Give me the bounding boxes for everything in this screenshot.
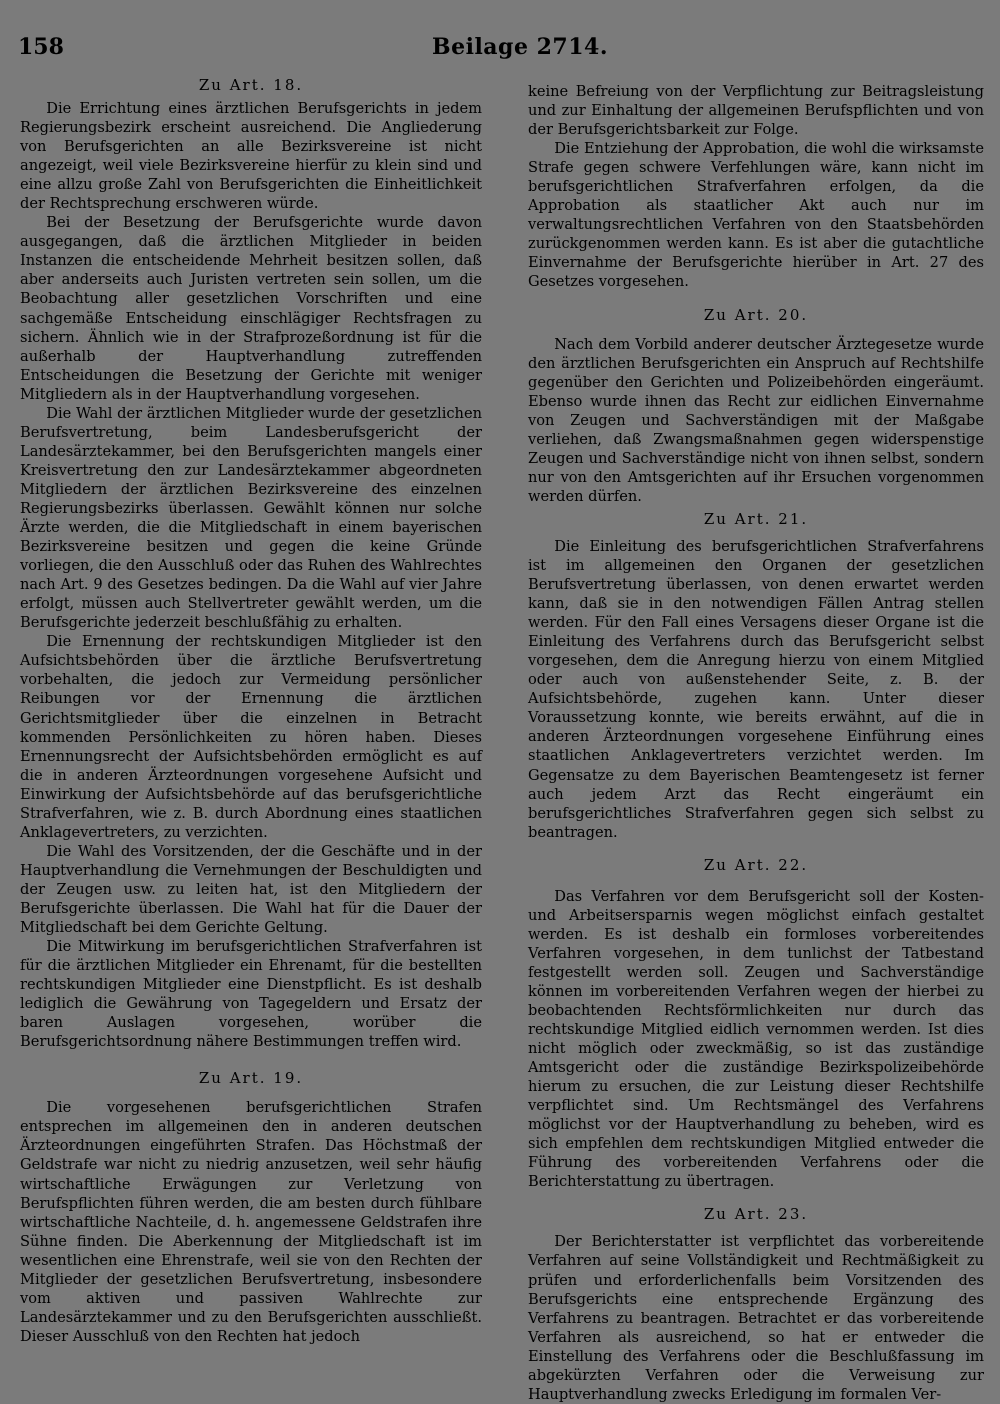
paragraph: Die Errichtung eines ärztlichen Berufsgerichts in jedem Regierungsbezirk erscheint ausreichend. Die Angliederung von Berufsgerichten an alle Bezirksvereine ist nicht angezeigt, weil viele Bezirksvereine hierfür zu klein sind und eine allzu große Zahl von Berufsgerichten die Einheitlichkeit der Rechtsprechung erschweren würde. — [20, 100, 482, 213]
right-column — [528, 82, 984, 1404]
paragraph: Die Einleitung des berufsgerichtlichen Strafverfahrens ist im allgemeinen den Organen der gesetzlichen Berufsvertretung überlassen, von denen erwartet werden kann, daß sie in den notwendigen Fällen Antrag stellen werden. Für den Fall eines Versagens dieser Organe ist die Einleitung des Verfahrens durch das Berufsgericht selbst vorgesehen, dem die Anregung hierzu von einem Mitglied oder auch von außenstehender Seite, z. B. der Aufsichtsbehörde, zugehen kann. Unter dieser Voraussetzung konnte, wie bereits erwähnt, auf die in anderen Ärzteordnungen vorgesehene Einführung eines staatlichen Anklagevertreters verzichtet werden. Im Gegensatze zu dem Bayerischen Beamtengesetz ist ferner auch jedem Arzt das Recht eingeräumt ein berufsgerichtliches Strafverfahren gegen sich selbst zu beantragen. — [528, 537, 984, 841]
section-heading-art-23: Zu Art. 23. — [703, 1205, 809, 1224]
paragraph: Die Wahl des Vorsitzenden, der die Geschäfte und in der Hauptverhandlung die Vernehmungen der Beschuldigten und der Zeugen usw. zu leiten hat, ist den Mitgliedern der Berufsgerichte überlassen. Die Wahl hat für die Dauer der Mitgliedschaft bei dem Gerichte Geltung. — [20, 842, 482, 937]
paragraph: Das Verfahren vor dem Berufsgericht soll der Kosten- und Arbeitsersparnis wegen möglichst einfach gestaltet werden. Es ist deshalb ein formloses vorbereitendes Verfahren vorgesehen, in dem tunlichst der Tatbestand festgestellt werden soll. Zeugen und Sachverständige können im vorbereitenden Verfahren wegen der hierbei zu beobachtenden Rechtsförmlichkeiten nur durch das rechtskundige Mitglied eidlich vernommen werden. Ist dies nicht möglich oder zweckmäßig, so ist das zuständige Amtsgericht oder die zuständige Bezirkspolizeibehörde hierum zu ersuchen, die zur Leistung dieser Rechtshilfe verpflichtet sind. Um Rechtsmängel des Verfahrens möglichst vor der Hauptverhandlung zu beheben, wird es sich empfehlen dem rechtskundigen Mitglied entweder die Führung des vorbereitenden Verfahrens oder die Berichterstattung zu übertragen. — [528, 887, 984, 1191]
paragraph: Die Wahl der ärztlichen Mitglieder wurde der gesetzlichen Berufsvertretung, beim Landesberufsgericht der Landesärztekammer, bei den Berufsgerichten mangels einer Kreisvertretung den zur Landesärztekammer abgeordneten Mitgliedern der ärztlichen Bezirksvereine des einzelnen Regierungsbezirks überlassen. Gewählt können nur solche Ärzte werden, die die Mitgliedschaft in einem bayerischen Bezirksvereine besitzen und gegen die keine Gründe vorliegen, die den Ausschluß oder das Ruhen des Wahlrechtes nach Art. 9 des Gesetzes bedingen. Da die Wahl auf vier Jahre erfolgt, müssen auch Stellvertreter gewählt werden, um die Berufsgerichte jederzeit beschlußfähig zu erhalten. — [20, 404, 482, 632]
left-column — [20, 76, 482, 1346]
running-head: Beilage 2714. — [432, 34, 608, 60]
section-heading-art-18: Zu Art. 18. — [198, 76, 304, 94]
section-heading-art-20: Zu Art. 20. — [703, 305, 809, 324]
paragraph: Die Entziehung der Approbation, die wohl die wirksamste Strafe gegen schwere Verfehlungen wäre, kann nicht im berufsgerichtlichen Strafverfahren erfolgen, da die Approbation als staatlicher Akt auch nur im verwaltungsrechtlichen Verfahren von den Staatsbehörden zurückgenommen werden kann. Es ist aber die gutachtliche Einvernahme der Berufsgerichte hierüber in Art. 27 des Gesetzes vorgesehen. — [528, 140, 984, 291]
paragraph: Der Berichterstatter ist verpflichtet das vorbereitende Verfahren auf seine Vollständigkeit und Rechtmäßigkeit zu prüfen und erforderlichenfalls beim Vorsitzenden des Berufsgerichts eine entsprechende Ergänzung des Verfahrens zu beantragen. Betrachtet er das vorbereitende Verfahren als ausreichend, so hat er entweder die Einstellung des Verfahrens oder die Beschlußfassung im abgekürzten Verfahren oder die Verweisung zur Hauptverhandlung zwecks Erledigung im formalen Ver- — [528, 1233, 984, 1403]
paragraph: Bei der Besetzung der Berufsgerichte wurde davon ausgegangen, daß die ärztlichen Mitglieder in beiden Instanzen die entscheidende Mehrheit besitzen sollen, daß aber anderseits auch Juristen vertreten sein sollen, um die Beobachtung aller gesetzlichen Vorschriften und eine sachgemäße Entscheidung einschlägiger Rechtsfragen zu sichern. Ähnlich wie in der Strafprozeßordnung ist für die außerhalb der Hauptverhandlung zutreffenden Entscheidungen die Besetzung der Gerichte mit weniger Mitgliedern als in der Hauptverhandlung vorgesehen. — [20, 214, 482, 403]
paragraph: Die Ernennung der rechtskundigen Mitglieder ist den Aufsichtsbehörden über die ärztliche Berufsvertretung vorbehalten, die jedoch zur Vermeidung persönlicher Reibungen vor der Ernennung die ärztlichen Gerichtsmitglieder über die einzelnen in Betracht kommenden Persönlichkeiten zu hören haben. Dieses Ernennungsrecht der Aufsichtsbehörden ermöglicht es auf die in anderen Ärzteordnungen vorgesehene Aufsicht und Einwirkung der Aufsichtsbehörde auf das berufsgerichtliche Strafverfahren, wie z. B. durch Abordnung eines staatlichen Anklagevertreters, zu verzichten. — [20, 633, 482, 841]
paragraph: Die vorgesehenen berufsgerichtlichen Strafen entsprechen im allgemeinen den in anderen deutschen Ärzteordnungen eingeführten Strafen. Das Höchstmaß der Geldstrafe war nicht zu niedrig anzusetzen, weil sehr häufig wirtschaftliche Erwägungen zur Verletzung von Berufspflichten führen werden, die am besten durch fühlbare wirtschaftliche Nachteile, d. h. angemessene Geldstrafen ihre Sühne finden. Die Aberkennung der Mitgliedschaft ist im wesentlichen eine Ehrenstrafe, weil sie von den Rechten der Mitglieder der gesetzlichen Berufsvertretung, insbesondere vom aktiven und passiven Wahlrechte zur Landesärztekammer und zu den Berufsgerichten ausschließt. Dieser Ausschluß von den Rechten hat jedoch — [20, 1099, 482, 1345]
section-heading-art-22: Zu Art. 22. — [703, 855, 809, 874]
section-heading-art-21: Zu Art. 21. — [703, 509, 809, 528]
paragraph-continued: keine Befreiung von der Verpflichtung zur Beitragsleistung und zur Einhaltung der allgemeinen Berufspflichten und von der Berufsgerichtsbarkeit zur Folge. — [528, 83, 984, 139]
page-number: 158 — [18, 34, 64, 60]
section-heading-art-19: Zu Art. 19. — [198, 1069, 304, 1088]
paragraph: Nach dem Vorbild anderer deutscher Ärztegesetze wurde den ärztlichen Berufsgerichten ein Anspruch auf Rechtshilfe gegenüber den Gerichten und Polizeibehörden eingeräumt. Ebenso wurde ihnen das Recht zur eidlichen Einvernahme von Zeugen und Sachverständigen mit der Maßgabe verliehen, daß Zwangsmaßnahmen gegen widerspenstige Zeugen und Sachverständige nicht von ihnen selbst, sondern nur von den Amtsgerichten auf ihr Ersuchen vorgenommen werden dürfen. — [528, 335, 984, 505]
paragraph: Die Mitwirkung im berufsgerichtlichen Strafverfahren ist für die ärztlichen Mitglieder ein Ehrenamt, für die bestellten rechtskundigen Mitglieder eine Dienstpflicht. Es ist deshalb lediglich die Gewährung von Tagegeldern und Ersatz der baren Auslagen vorgesehen, worüber die Berufsgerichtsordnung nähere Bestimmungen treffen wird. — [20, 938, 482, 1051]
